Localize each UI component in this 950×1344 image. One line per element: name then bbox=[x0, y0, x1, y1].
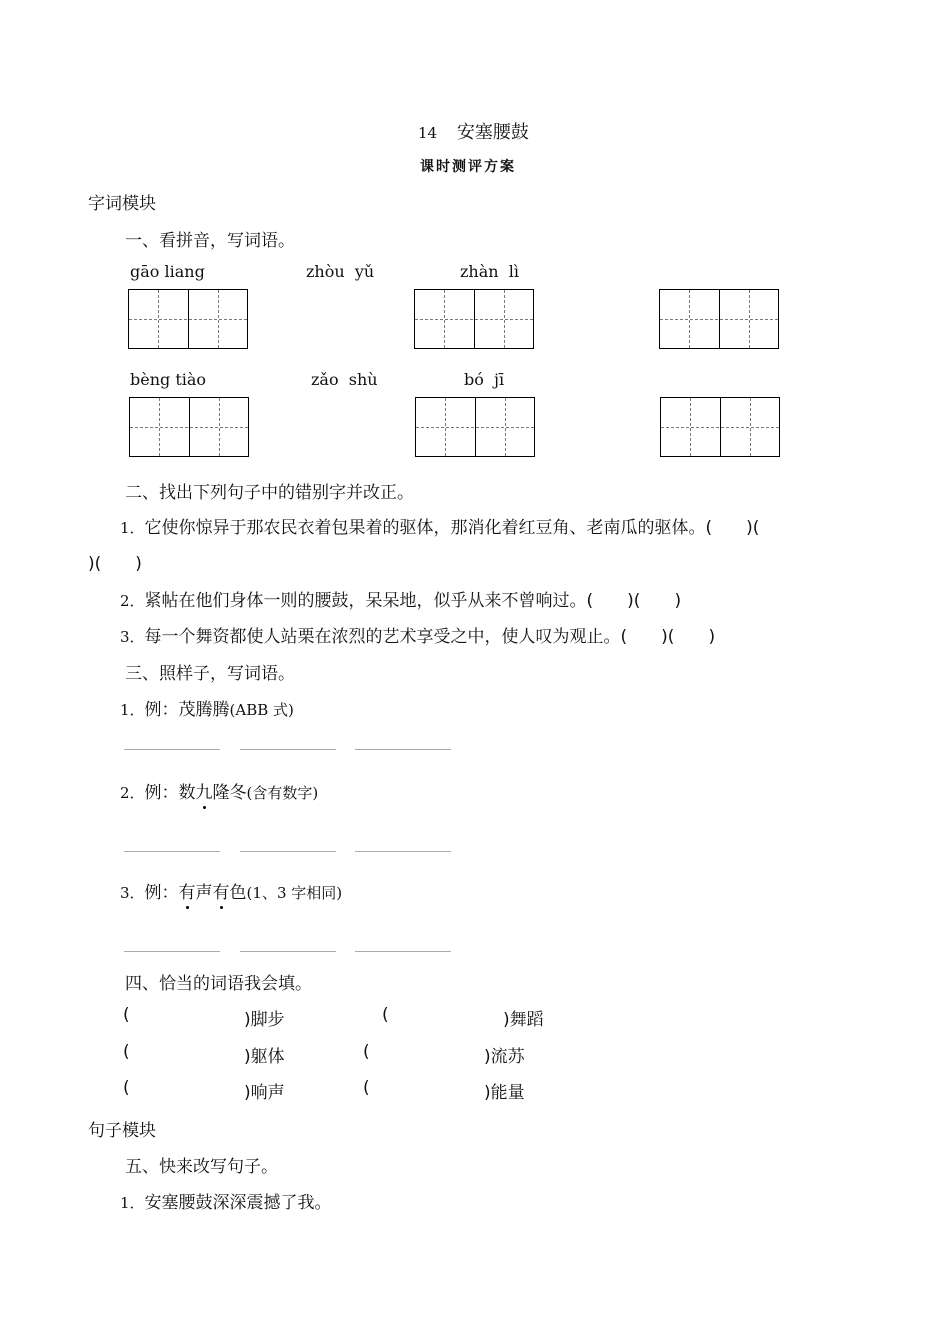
answer-blank[interactable] bbox=[124, 851, 220, 852]
section3-title: 三、照样子，写词语。 bbox=[125, 664, 295, 684]
fill-item[interactable]: )响声 bbox=[244, 1083, 285, 1103]
answer-blank[interactable] bbox=[355, 951, 451, 952]
section2-question-3: 3．每一个舞资都使人站栗在浓烈的艺术享受之中，使人叹为观止。( )( ) bbox=[120, 627, 716, 647]
page-title bbox=[418, 118, 529, 144]
fill-item[interactable]: )流苏 bbox=[484, 1047, 525, 1067]
pinyin-3: zhàn lì bbox=[460, 262, 519, 281]
fill-open-paren: ( bbox=[123, 1042, 130, 1062]
fill-item[interactable]: )躯体 bbox=[244, 1047, 285, 1067]
section3-example-2: 2．例：数九隆冬(含有数字) bbox=[120, 783, 319, 803]
fill-open-paren: ( bbox=[123, 1078, 130, 1098]
emphasis-dot-char: 有 bbox=[212, 883, 230, 903]
answer-blank[interactable] bbox=[240, 951, 336, 952]
answer-blank[interactable] bbox=[355, 851, 451, 852]
section3-example-3: 3．例：有声有色(1、3 字相同) bbox=[120, 883, 343, 903]
section2-title: 二、找出下列句子中的错别字并改正。 bbox=[125, 483, 414, 503]
writing-grid[interactable] bbox=[414, 289, 534, 349]
writing-grid[interactable] bbox=[128, 289, 248, 349]
pinyin-5: zǎo shù bbox=[311, 370, 378, 389]
lesson-title: 安塞腰鼓 bbox=[456, 122, 529, 143]
pinyin-6: bó jī bbox=[464, 370, 505, 389]
writing-grid[interactable] bbox=[660, 397, 780, 457]
section3-example-1: 1．例：茂腾腾(ABB 式) bbox=[120, 700, 294, 720]
writing-grid[interactable] bbox=[129, 397, 249, 457]
fill-open-paren: ( bbox=[363, 1042, 370, 1062]
section2-question-1-continued: )( ) bbox=[88, 554, 142, 574]
emphasis-dot-char: 有 bbox=[178, 883, 196, 903]
fill-item[interactable]: )能量 bbox=[484, 1083, 525, 1103]
module-heading-words: 字词模块 bbox=[88, 194, 156, 214]
pinyin-1: gāo liang bbox=[130, 262, 205, 281]
answer-blank[interactable] bbox=[240, 749, 336, 750]
writing-grid[interactable] bbox=[659, 289, 779, 349]
section5-title: 五、快来改写句子。 bbox=[125, 1157, 278, 1177]
fill-open-paren: ( bbox=[123, 1005, 130, 1025]
pinyin-4: bèng tiào bbox=[130, 370, 207, 389]
module-heading-sentences: 句子模块 bbox=[88, 1121, 156, 1141]
answer-blank[interactable] bbox=[124, 749, 220, 750]
lesson-number: 14 bbox=[418, 124, 438, 142]
emphasis-dot-char: 九 bbox=[195, 783, 213, 803]
answer-blank[interactable] bbox=[355, 749, 451, 750]
section5-question-1: 1．安塞腰鼓深深震撼了我。 bbox=[120, 1193, 332, 1213]
answer-blank[interactable] bbox=[240, 851, 336, 852]
section1-title: 一、看拼音，写词语。 bbox=[125, 231, 295, 251]
writing-grid[interactable] bbox=[415, 397, 535, 457]
section2-question-2: 2．紧帖在他们身体一则的腰鼓，呆呆地，似乎从来不曾响过。( )( ) bbox=[120, 591, 682, 611]
page-subtitle: 课时测评方案 bbox=[420, 159, 516, 175]
section2-question-1: 1．它使你惊异于那农民衣着包果着的驱体，那消化着红豆角、老南瓜的驱体。( )( bbox=[120, 518, 760, 538]
fill-item[interactable]: )舞蹈 bbox=[503, 1010, 544, 1030]
fill-open-paren: ( bbox=[363, 1078, 370, 1098]
answer-blank[interactable] bbox=[124, 951, 220, 952]
fill-open-paren: ( bbox=[382, 1005, 389, 1025]
fill-item[interactable]: )脚步 bbox=[244, 1010, 285, 1030]
section4-title: 四、恰当的词语我会填。 bbox=[125, 974, 312, 994]
pinyin-2: zhòu yǔ bbox=[306, 262, 375, 281]
